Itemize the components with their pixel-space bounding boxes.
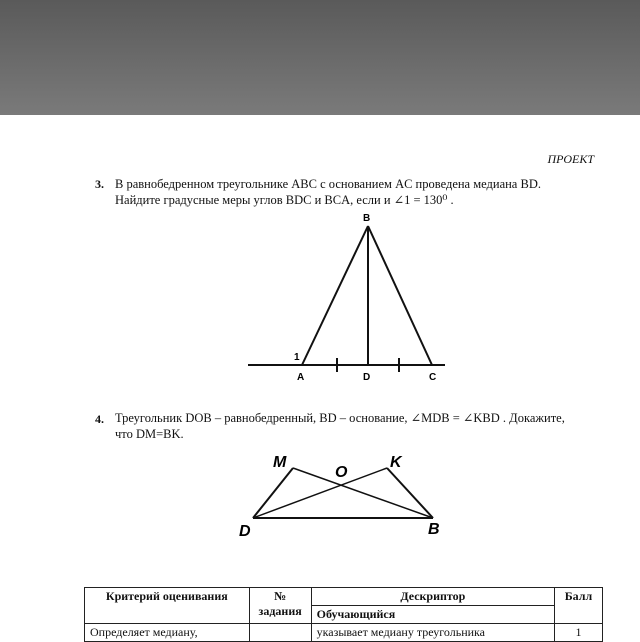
header-descriptor: Дескриптор <box>311 588 554 606</box>
label-d: D <box>363 372 371 383</box>
row-task-number <box>249 624 311 642</box>
header-criterion: Критерий оценивания <box>85 588 250 624</box>
label-b: B <box>363 213 371 224</box>
subheader-student: Обучающийся <box>311 606 554 624</box>
task-3-line-1: В равнобедренном треугольнике ABC с основанием AC проведена медиана BD. <box>115 177 541 191</box>
header-score: Балл <box>555 588 603 624</box>
assessment-table <box>84 587 603 642</box>
task-4-text <box>115 410 565 442</box>
task-4-line-2: что DM=BK. <box>115 427 184 441</box>
task-3-number: 3. <box>95 177 104 191</box>
side-ab <box>302 226 368 365</box>
triangle-abc-figure <box>240 208 460 383</box>
top-gray-bar <box>0 0 640 115</box>
triangle-dob-figure <box>235 450 450 542</box>
task-4-line-1: Треугольник DOB – равнобедренный, BD – основание, ∠MDB = ∠KBD . Докажите, <box>115 411 565 425</box>
segment-mb <box>293 468 433 518</box>
label-b: B <box>428 521 440 538</box>
task-3-text <box>115 176 541 208</box>
label-o: O <box>335 464 348 481</box>
row-score: 1 <box>555 624 603 642</box>
table-header-row <box>85 588 603 606</box>
row-descriptor: указывает медиану треугольника <box>311 624 554 642</box>
label-m: M <box>273 454 287 471</box>
header-task-number: № задания <box>249 588 311 624</box>
label-angle-1: 1 <box>294 352 300 363</box>
label-d: D <box>239 523 251 540</box>
row-criterion: Определяет медиану, <box>85 624 250 642</box>
label-a: A <box>297 372 305 383</box>
task-3-line-2: Найдите градусные меры углов BDC и BCA, если и ∠1 = 130⁰ . <box>115 193 454 207</box>
project-label: ПРОЕКТ <box>547 152 594 166</box>
label-k: K <box>390 454 402 471</box>
task-4-number: 4. <box>95 412 104 426</box>
table-row <box>85 624 603 642</box>
side-bc <box>368 226 432 365</box>
label-c: C <box>429 372 437 383</box>
